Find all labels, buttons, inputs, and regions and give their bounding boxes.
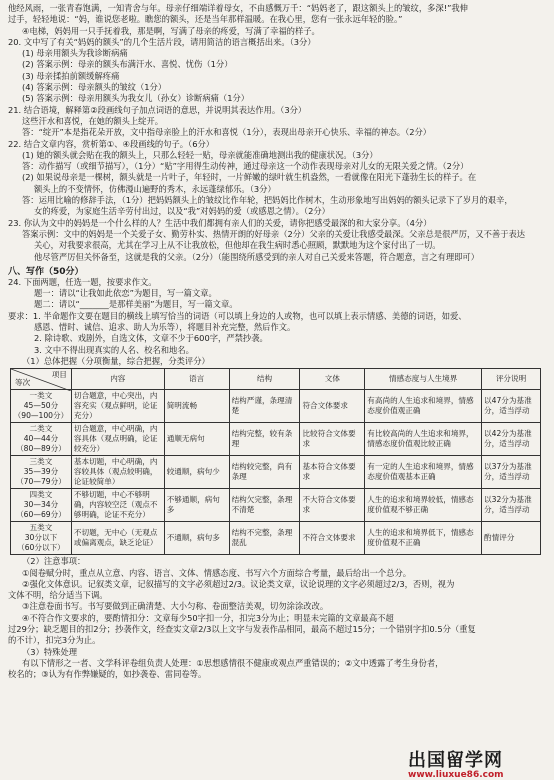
header-content: 内容 bbox=[71, 369, 164, 390]
exam-answer-page bbox=[8, 3, 548, 680]
text-line: 女的疼爱，为家庭生活辛劳付出过，以及“我”对妈妈的爱（或感恩之情）。（2分） bbox=[34, 206, 330, 217]
rubric-cell: 不大符合文体要求 bbox=[300, 489, 365, 522]
rubric-cell: 人生的追求和境界低下，情感态度价值观不正确 bbox=[365, 522, 482, 555]
rubric-row bbox=[11, 423, 541, 456]
rubric-cell: 结构欠完整，条理不清楚 bbox=[229, 489, 300, 522]
note-line: 过29分；缺乏题目的扣2分；抄袭作文，经查实文章2/3以上文字与发表作品相同，最高不超过15分；一个错别字扣0.5分（重复 bbox=[8, 623, 476, 634]
header-style: 文体 bbox=[300, 369, 365, 390]
header-notes: 评分说明 bbox=[482, 369, 541, 390]
rubric-cell: 符合文体要求 bbox=[300, 390, 365, 423]
prompt-line: 题一：请以“让我如此依恋”为题目，写一篇文章。 bbox=[34, 288, 217, 299]
rubric-row bbox=[11, 489, 541, 522]
rubric-row bbox=[11, 522, 541, 555]
prompt-line: 要求：1. 半命题作文要在题目的横线上填写恰当的词语（可以填上身边的人或物，也可以填上表示情感、美德的词语，如爱、 bbox=[8, 310, 467, 321]
rubric-cell: 通顺无病句 bbox=[164, 423, 229, 456]
watermark-site-name: 出国留学网 bbox=[408, 750, 503, 771]
note-line: 有以下情形之一者、文学科评卷组负责人处理：①思想感情很不健康或观点严重错误的；②文中透露了考生身份者， bbox=[22, 657, 444, 668]
prompt-line: 感恩、惜时、诚信、追求、助人为乐等），将题目补充完整，然后作文。 bbox=[34, 322, 296, 333]
text-line: (1) 她的额头就会贴在我的额头上，只那么轻轻一贴，母亲就能准确地测出我的健康状况。（3分） bbox=[22, 149, 378, 160]
header-structure: 结构 bbox=[229, 369, 300, 390]
header-attitude: 情感态度与人生境界 bbox=[365, 369, 482, 390]
site-watermark bbox=[408, 746, 548, 780]
text-line: 他尽管严厉但关怀备至，这就是我的父亲。（2分）（能围绕所感受到的亲人对自己关爱来答题，符合题意，言之有理即可） bbox=[34, 251, 480, 262]
rubric-level-cell: 三类文 35—39分 （70—79分） bbox=[11, 456, 72, 489]
rubric-cell: 较通顺，病句少 bbox=[164, 456, 229, 489]
rubric-cell: 以32分为基准分，适当浮动 bbox=[482, 489, 541, 522]
rubric-cell: 不通顺，病句多 bbox=[164, 522, 229, 555]
rubric-cell: 比较符合文体要求 bbox=[300, 423, 365, 456]
rubric-corner-cell bbox=[11, 369, 72, 390]
text-line: 答案示例：文中的妈妈是一个关爱子女、勤劳朴实、热情开朗的好母亲（2分）父亲的关爱让我感受最深。父亲总是很严厉，又不善于表达 bbox=[22, 228, 526, 239]
rubric-cell: 基本切题，中心明确，内容较具体（观点较明确，论证较简单） bbox=[71, 456, 164, 489]
rubric-cell: 结构严谨，条理清楚 bbox=[229, 390, 300, 423]
text-line: 答：动作描写（或细节描写），（1分）“贴”字用得生动传神，通过母亲这一个动作表现母亲对儿女的无限关爱之情。（2分） bbox=[22, 161, 469, 172]
rubric-cell: 以42分为基准分，适当浮动 bbox=[482, 423, 541, 456]
text-line: 答：运用比喻的修辞手法，（1分）把妈妈额头上的皱纹比作年轮，把妈妈比作树木，生动形象地写出妈妈的额头记录下了岁月的艰辛， bbox=[22, 195, 513, 206]
prompt-line: 3. 文中不得出现真实的人名、校名和地名。 bbox=[34, 344, 194, 355]
rubric-row bbox=[11, 390, 541, 423]
text-line: 答：“绽开”本是指花朵开放，文中指母亲脸上的汗水和喜悦（1分），表现出母亲开心快乐、幸福的神态。（2分） bbox=[22, 127, 432, 138]
note-line: 校名的；③认为有作弊嫌疑的，如抄袭卷、雷同卷等。 bbox=[8, 669, 207, 680]
diag-label-grade: 等次 bbox=[15, 378, 31, 388]
rubric-cell: 不切题，无中心（无观点或偏离观点，缺乏论证） bbox=[71, 522, 164, 555]
rubric-cell: 不符合文体要求 bbox=[300, 522, 365, 555]
note-line: ③注意卷面书写。书写要做到正确清楚、大小匀称、卷面整洁美观，切勿涂涂改改。 bbox=[22, 601, 329, 612]
rubric-level-cell: 二类文 40—44分 （80—89分） bbox=[11, 423, 72, 456]
text-line: 23. 你认为文中的妈妈是一个什么样的人？生活中我们都拥有亲人们的关爱，请你把感受最深的和大家分享。（4分） bbox=[8, 217, 432, 228]
rubric-header-row bbox=[11, 369, 541, 390]
note-line: ②强化文体意识。记叙类文章，记叙描写的文字必须超过2/3。议论类文章，议论说理的文字必须超过2/3，否则，视为 bbox=[22, 578, 455, 589]
rubric-level-cell: 一类文 45—50分 （90—100分） bbox=[11, 390, 72, 423]
watermark-url: www.liuxue86.com bbox=[408, 770, 504, 780]
text-line: 22. 结合文章内容，赏析第①、④段画线的句子。（6分） bbox=[8, 138, 215, 149]
prompt-line: 24. 下面两题，任选一题，按要求作文。 bbox=[8, 276, 157, 287]
grading-rubric-table bbox=[10, 368, 541, 555]
note-line: （2）注意事项： bbox=[22, 556, 86, 567]
rubric-cell: 酌情评分 bbox=[482, 522, 541, 555]
prompt-line: （1）总体把握（分项衡量，综合把握，分类评分） bbox=[22, 355, 210, 366]
rubric-row bbox=[11, 456, 541, 489]
note-line: 文体不明，给分适当下调。 bbox=[8, 590, 108, 601]
prompt-line: 题二：请以“_______是那样美丽”为题目，写一篇文章。 bbox=[34, 299, 238, 310]
rubric-body bbox=[11, 390, 541, 555]
header-language: 语言 bbox=[164, 369, 229, 390]
rubric-cell: 以47分为基准分，适当浮动 bbox=[482, 390, 541, 423]
rubric-cell: 人生的追求和境界较低，情感态度价值观不够正确 bbox=[365, 489, 482, 522]
rubric-cell: 不够通顺，病句多 bbox=[164, 489, 229, 522]
text-line: 20. 文中写了有关“妈妈的额头”的几个生活片段，请用简洁的语言概括出来。（3分） bbox=[8, 36, 316, 47]
text-line: (1) 母亲用额头为我诊断病痛 bbox=[22, 48, 128, 59]
rubric-cell: 简明流畅 bbox=[164, 390, 229, 423]
text-line: 他经风雨，一张青春饱满，一知青舍与年。母亲仔细端详着母女，不由感慨万千：“妈妈老了，跟这额头上的皱纹，多深!”我伸 bbox=[8, 3, 468, 13]
text-line: (2) 如果说母亲是一棵树，额头就是一片叶子，年轻时，一片鲜嫩的绿叶就生机盎然，一看就像在阳光下蓬勃生长的样子。在 bbox=[22, 172, 477, 183]
text-line: (2) 答案示例：母亲的额头布满汗水、喜悦、忧伤（1分） bbox=[22, 59, 233, 70]
text-line: (3) 母亲揉拍前额缓解疼痛 bbox=[22, 70, 120, 81]
notes-section bbox=[8, 556, 548, 680]
text-line: 额头上的不变情怀，仿佛漫山遍野的秀木，永远蓬绿郁乐。（3分） bbox=[34, 183, 276, 194]
rubric-cell: 基本符合文体要求 bbox=[300, 456, 365, 489]
note-line: ①阅卷赋分时，重点从立意、内容、语言、文体、情感态度、书写六个方面综合考量，最后给出一个总分。 bbox=[22, 567, 412, 578]
rubric-cell: 切合题意，中心明确，内容具体（观点明确，论证较充分） bbox=[71, 423, 164, 456]
note-line: 的不计），扣完3分为止。 bbox=[8, 635, 101, 646]
rubric-cell: 结构较完整，尚有条理 bbox=[229, 456, 300, 489]
rubric-cell: 结构完整，较有条理 bbox=[229, 423, 300, 456]
rubric-cell: 结构不完整，条理混乱 bbox=[229, 522, 300, 555]
note-line: ④不符合作文要求的，要酌情扣分：文章每少50字扣一分，扣完3分为止；明显未完篇的文章最高不超 bbox=[22, 612, 394, 623]
text-line: ④电梯，妈妈用一只手抚着我，那是啊，写满了母亲的疼爱，写满了幸福的样子。 bbox=[22, 25, 320, 36]
reading-answers-section bbox=[8, 3, 548, 263]
text-line: 关心，对我要求很高，尤其在学习上从不让我放松，但他却在我生病时悉心照顾，默默地为这个家付出了一切。 bbox=[34, 240, 441, 251]
rubric-level-cell: 五类文 30分以下 （60分以下） bbox=[11, 522, 72, 555]
rubric-cell: 以37分为基准分，适当浮动 bbox=[482, 456, 541, 489]
text-line: 这些汗水和喜悦，在她的额头上绽开。 bbox=[22, 115, 164, 126]
text-line: (4) 答案示例：母亲额头的皱纹（1分） bbox=[22, 82, 167, 93]
prompt-line: 2. 除诗歌、戏剧外，自选文体，文章不少于600字，严禁抄袭。 bbox=[34, 333, 268, 344]
diag-label-project: 项目 bbox=[51, 370, 67, 380]
text-line: 过手，轻轻地说：“妈，谁说您老啦。瞧您的额头，还是当年那样温暖。在我心里，您有一张永远年轻的脸。” bbox=[8, 14, 403, 25]
rubric-cell: 切合题意，中心突出，内容充实（观点鲜明，论证充分） bbox=[71, 390, 164, 423]
text-line: 21. 结合语境，解释第②段画线句子加点词语的意思，并说明其表达作用。（3分） bbox=[8, 104, 307, 115]
rubric-cell: 不够切题，中心不够明确，内容较空泛（观点不够明确，论证不充分） bbox=[71, 489, 164, 522]
section-heading-writing: 八、写作（50分） bbox=[8, 266, 84, 277]
rubric-cell: 有比较高尚的人生追求和境界，情感态度价值观比较正确 bbox=[365, 423, 482, 456]
rubric-level-cell: 四类文 30—34分 （60—69分） bbox=[11, 489, 72, 522]
note-line: （3）特殊处理 bbox=[22, 646, 78, 657]
writing-prompt-section bbox=[8, 277, 548, 367]
rubric-cell: 有一定的人生追求和境界，情感态度价值观基本正确 bbox=[365, 456, 482, 489]
text-line: (5) 答案示例：母亲用额头为我女儿（孙女）诊断病痛（1分） bbox=[22, 93, 250, 104]
rubric-cell: 有高尚的人生追求和境界，情感态度价值观正确 bbox=[365, 390, 482, 423]
